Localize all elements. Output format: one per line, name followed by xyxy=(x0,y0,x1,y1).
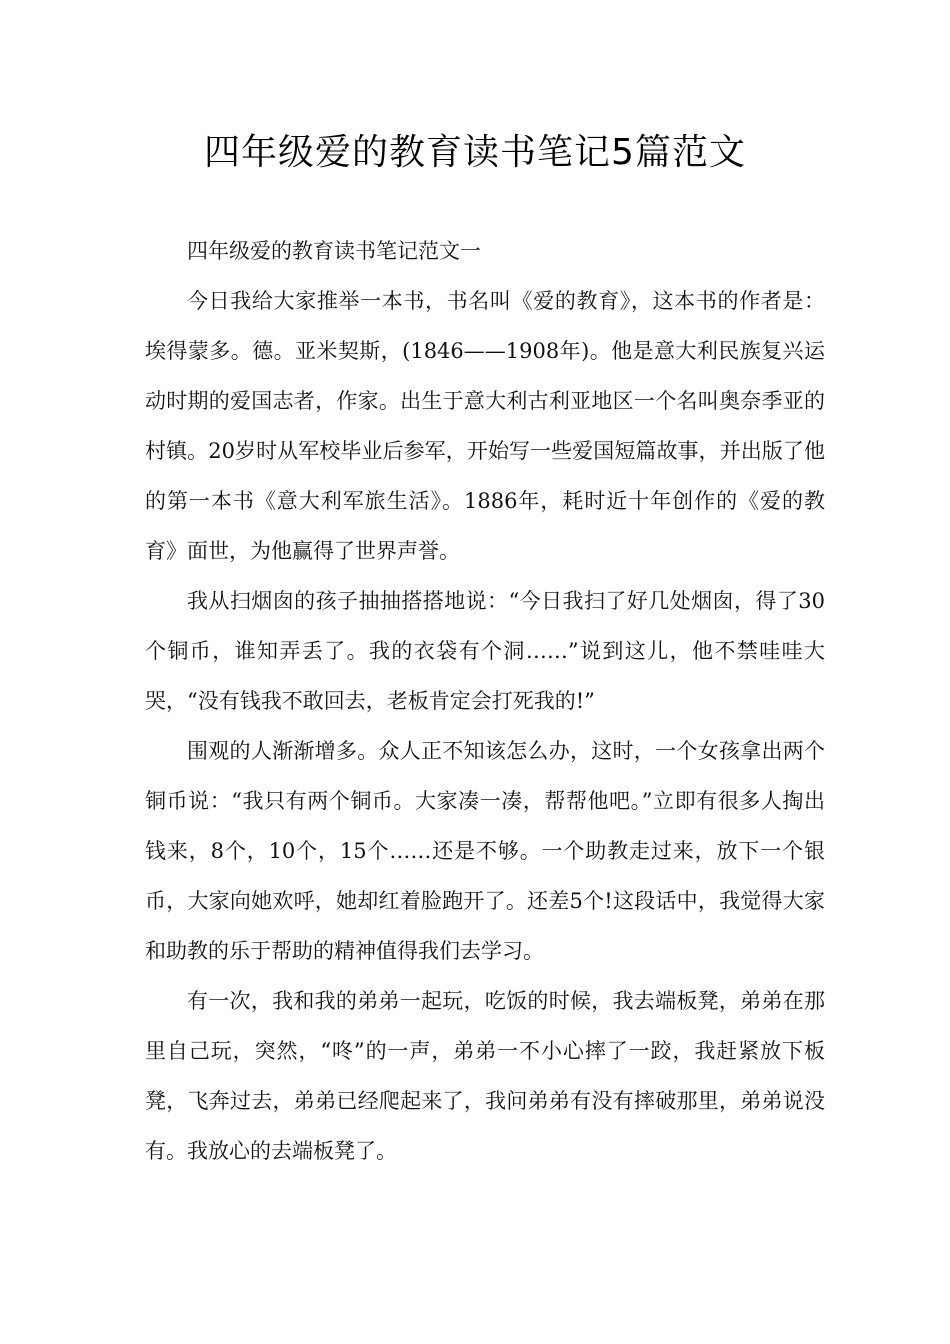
paragraph: 今日我给大家推举一本书，书名叫《爱的教育》，这本书的作者是：埃得蒙多。德。亚米契斯，(1846——1908年)。他是意大利民族复兴运动时期的爱国志者，作家。出生于意大利古利亚地区一个名叫奥奈季亚的村镇。20岁时从军校毕业后参军，开始写一些爱国短篇故事，并出版了他的第一本书《意大利军旅生活》。1886年，耗时近十年创作的《爱的教育》面世，为他赢得了世界声誉。 xyxy=(145,289,825,563)
paragraph: 围观的人渐渐增多。众人正不知该怎么办，这时，一个女孩拿出两个铜币说：“我只有两个铜币。大家凑一凑，帮帮他吧。”立即有很多人掏出钱来，8个，10个，15个……还是不够。一个助教走过来，放下一个银币，大家向她欢呼，她却红着脸跑开了。还差5个!这段话中，我觉得大家和助教的乐于帮助的精神值得我们去学习。 xyxy=(145,739,825,963)
paragraph: 有一次，我和我的弟弟一起玩，吃饭的时候，我去端板凳，弟弟在那里自己玩，突然，“咚”的一声，弟弟一不小心摔了一跤，我赶紧放下板凳，飞奔过去，弟弟已经爬起来了，我问弟弟有没有摔破那里，弟弟说没有。我放心的去端板凳了。 xyxy=(145,989,825,1163)
document-body xyxy=(145,226,825,1176)
section-heading: 四年级爱的教育读书笔记范文一 xyxy=(187,239,481,263)
document-title: 四年级爱的教育读书笔记5篇范文 xyxy=(204,132,746,173)
paragraph: 我从扫烟囱的孩子抽抽搭搭地说：“今日我扫了好几处烟囱，得了30个铜币，谁知弄丢了。我的衣袋有个洞……”说到这儿，他不禁哇哇大哭，“没有钱我不敢回去，老板肯定会打死我的!” xyxy=(145,589,825,713)
